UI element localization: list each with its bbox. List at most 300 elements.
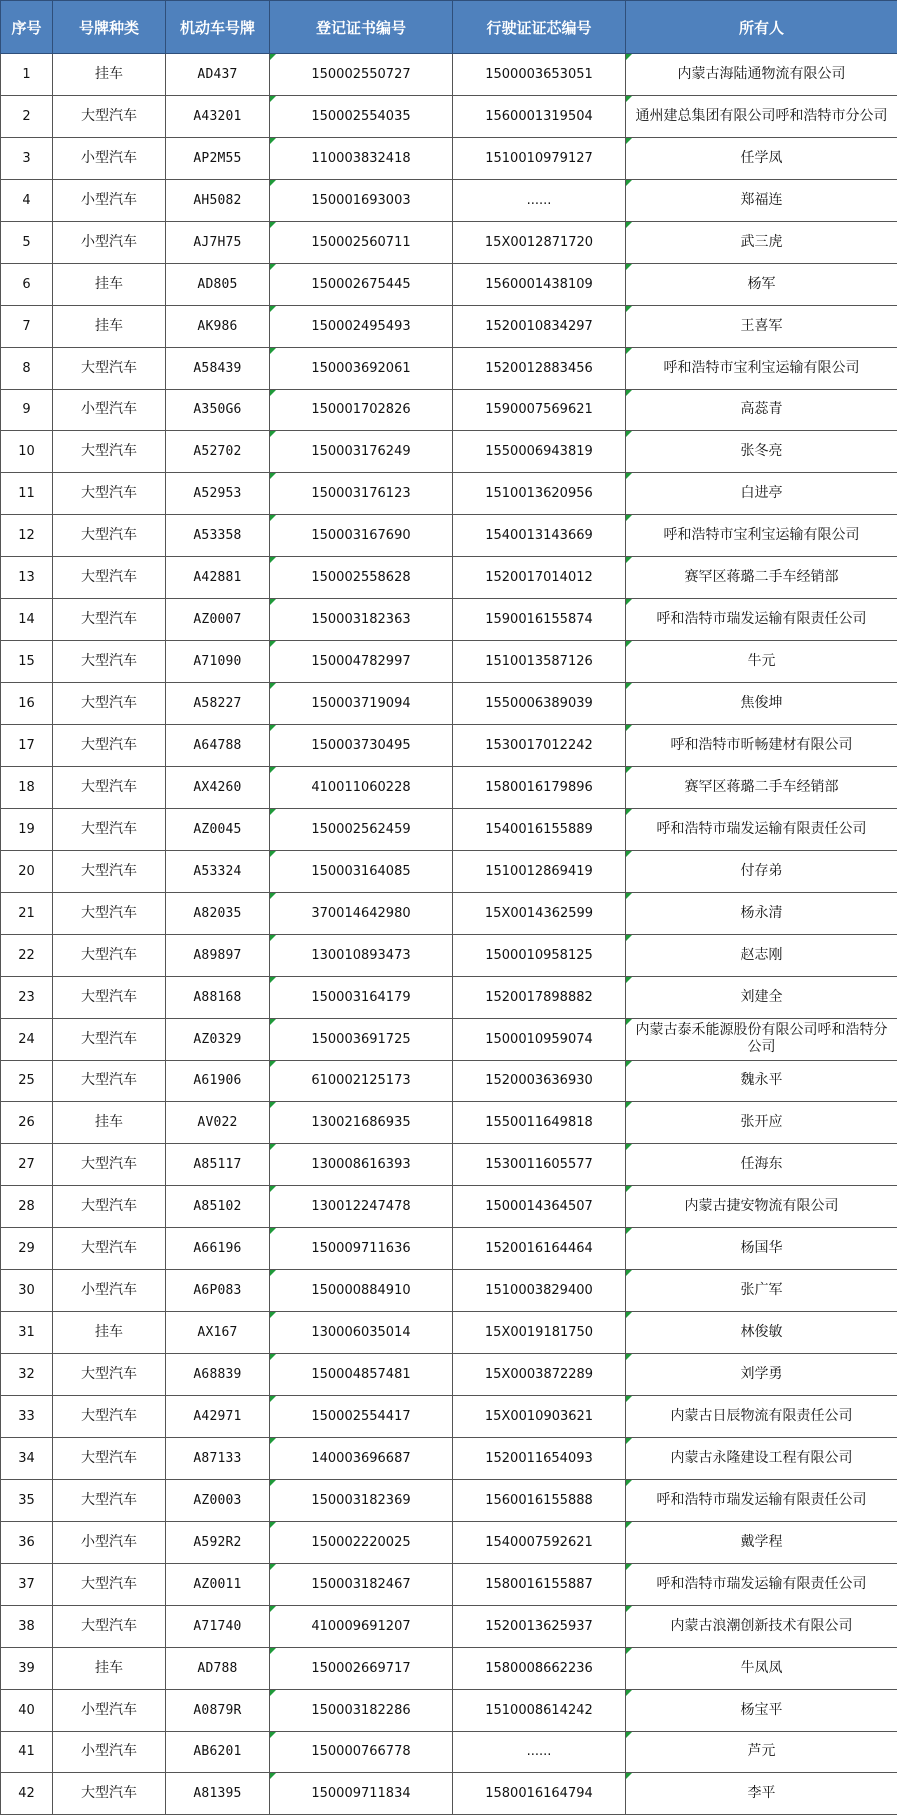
table-row [1, 1689, 897, 1731]
cell-plate-type: 大型汽车 [53, 1228, 166, 1270]
cell-plate-number: A53324 [166, 850, 270, 892]
cell-registration-number: 150003182369 [270, 1479, 453, 1521]
cell-owner: 呼和浩特市瑞发运输有限责任公司 [626, 808, 897, 850]
cell-plate-type: 小型汽车 [53, 221, 166, 263]
table-row [1, 473, 897, 515]
cell-registration-number: 150003730495 [270, 725, 453, 767]
cell-license-core-number: 1550006389039 [453, 683, 626, 725]
cell-owner: 任海东 [626, 1144, 897, 1186]
cell-plate-type: 小型汽车 [53, 1521, 166, 1563]
cell-plate-number: A592R2 [166, 1521, 270, 1563]
cell-plate-number: A58439 [166, 347, 270, 389]
table-row [1, 1060, 897, 1102]
cell-plate-number: A85117 [166, 1144, 270, 1186]
cell-index: 32 [1, 1354, 53, 1396]
cell-plate-number: A68839 [166, 1354, 270, 1396]
table-body [1, 54, 897, 1815]
cell-license-core-number: 1510013587126 [453, 641, 626, 683]
cell-plate-number: AV022 [166, 1102, 270, 1144]
cell-plate-number: AZ0011 [166, 1563, 270, 1605]
cell-plate-type: 大型汽车 [53, 557, 166, 599]
cell-plate-number: AZ0045 [166, 808, 270, 850]
cell-license-core-number: 15X0014362599 [453, 892, 626, 934]
cell-owner: 赵志刚 [626, 934, 897, 976]
table-row [1, 1647, 897, 1689]
cell-plate-type: 大型汽车 [53, 766, 166, 808]
table-row [1, 1563, 897, 1605]
cell-registration-number: 150001702826 [270, 389, 453, 431]
cell-plate-type: 大型汽车 [53, 1354, 166, 1396]
cell-owner: 郑福连 [626, 179, 897, 221]
cell-owner: 牛元 [626, 641, 897, 683]
cell-owner: 林俊敏 [626, 1312, 897, 1354]
cell-registration-number: 150002675445 [270, 263, 453, 305]
table-row [1, 305, 897, 347]
header-registration-number: 登记证书编号 [270, 1, 453, 54]
cell-license-core-number: 1510008614242 [453, 1689, 626, 1731]
cell-license-core-number: 1520017898882 [453, 976, 626, 1018]
cell-plate-type: 挂车 [53, 263, 166, 305]
cell-owner: 任学凤 [626, 137, 897, 179]
header-license-core-number: 行驶证证芯编号 [453, 1, 626, 54]
cell-plate-number: A71740 [166, 1605, 270, 1647]
cell-license-core-number: 1510003829400 [453, 1270, 626, 1312]
cell-plate-number: A89897 [166, 934, 270, 976]
cell-plate-number: AP2M55 [166, 137, 270, 179]
cell-plate-type: 大型汽车 [53, 1018, 166, 1060]
cell-registration-number: 150002220025 [270, 1521, 453, 1563]
cell-license-core-number: 1530011605577 [453, 1144, 626, 1186]
cell-license-core-number: 1580016179896 [453, 766, 626, 808]
cell-plate-type: 大型汽车 [53, 473, 166, 515]
cell-license-core-number: 1560001319504 [453, 95, 626, 137]
cell-registration-number: 130006035014 [270, 1312, 453, 1354]
cell-registration-number: 130010893473 [270, 934, 453, 976]
table-row [1, 54, 897, 96]
cell-index: 10 [1, 431, 53, 473]
cell-index: 14 [1, 599, 53, 641]
cell-owner: 赛罕区蒋璐二手车经销部 [626, 557, 897, 599]
table-row [1, 1270, 897, 1312]
header-plate-type: 号牌种类 [53, 1, 166, 54]
cell-plate-type: 大型汽车 [53, 1144, 166, 1186]
cell-index: 2 [1, 95, 53, 137]
table-row [1, 892, 897, 934]
cell-plate-number: AZ0329 [166, 1018, 270, 1060]
table-row [1, 221, 897, 263]
cell-plate-type: 小型汽车 [53, 1731, 166, 1773]
cell-owner: 李平 [626, 1773, 897, 1815]
cell-plate-number: A71090 [166, 641, 270, 683]
cell-index: 18 [1, 766, 53, 808]
cell-plate-type: 大型汽车 [53, 515, 166, 557]
cell-registration-number: 150009711636 [270, 1228, 453, 1270]
cell-license-core-number: 1510010979127 [453, 137, 626, 179]
table-row [1, 179, 897, 221]
cell-registration-number: 150009711834 [270, 1773, 453, 1815]
cell-registration-number: 150002554035 [270, 95, 453, 137]
cell-license-core-number: 1580016155887 [453, 1563, 626, 1605]
cell-registration-number: 130012247478 [270, 1186, 453, 1228]
table-row [1, 808, 897, 850]
cell-plate-number: A52953 [166, 473, 270, 515]
cell-index: 37 [1, 1563, 53, 1605]
cell-index: 33 [1, 1396, 53, 1438]
cell-owner: 付存弟 [626, 850, 897, 892]
cell-owner: 呼和浩特市昕畅建材有限公司 [626, 725, 897, 767]
cell-owner: 呼和浩特市瑞发运输有限责任公司 [626, 1479, 897, 1521]
cell-plate-number: A42971 [166, 1396, 270, 1438]
cell-index: 4 [1, 179, 53, 221]
cell-plate-number: A81395 [166, 1773, 270, 1815]
cell-registration-number: 150003176123 [270, 473, 453, 515]
cell-license-core-number: 1540007592621 [453, 1521, 626, 1563]
cell-license-core-number: 1520003636930 [453, 1060, 626, 1102]
cell-registration-number: 150004857481 [270, 1354, 453, 1396]
cell-index: 36 [1, 1521, 53, 1563]
cell-index: 12 [1, 515, 53, 557]
cell-plate-number: A61906 [166, 1060, 270, 1102]
cell-owner: 内蒙古捷安物流有限公司 [626, 1186, 897, 1228]
cell-plate-number: AB6201 [166, 1731, 270, 1773]
table-row [1, 1396, 897, 1438]
cell-index: 20 [1, 850, 53, 892]
cell-registration-number: 130008616393 [270, 1144, 453, 1186]
cell-plate-type: 大型汽车 [53, 808, 166, 850]
cell-owner: 赛罕区蒋璐二手车经销部 [626, 766, 897, 808]
cell-registration-number: 150002558628 [270, 557, 453, 599]
cell-registration-number: 150003164179 [270, 976, 453, 1018]
cell-plate-type: 小型汽车 [53, 1689, 166, 1731]
cell-license-core-number: 1590007569621 [453, 389, 626, 431]
cell-license-core-number: 1520016164464 [453, 1228, 626, 1270]
cell-plate-type: 大型汽车 [53, 95, 166, 137]
header-row [1, 1, 897, 54]
table-row [1, 1479, 897, 1521]
table-row [1, 95, 897, 137]
cell-registration-number: 140003696687 [270, 1437, 453, 1479]
cell-index: 40 [1, 1689, 53, 1731]
cell-registration-number: 410011060228 [270, 766, 453, 808]
cell-index: 3 [1, 137, 53, 179]
cell-license-core-number: 15X0010903621 [453, 1396, 626, 1438]
cell-plate-type: 挂车 [53, 1312, 166, 1354]
table-row [1, 1605, 897, 1647]
cell-owner: 张冬亮 [626, 431, 897, 473]
cell-plate-type: 挂车 [53, 1102, 166, 1144]
cell-owner: 刘建全 [626, 976, 897, 1018]
cell-owner: 内蒙古海陆通物流有限公司 [626, 54, 897, 96]
cell-plate-number: A88168 [166, 976, 270, 1018]
cell-index: 42 [1, 1773, 53, 1815]
header-plate-number: 机动车号牌 [166, 1, 270, 54]
table-row [1, 1731, 897, 1773]
cell-license-core-number: 1580008662236 [453, 1647, 626, 1689]
table-row [1, 1144, 897, 1186]
cell-plate-number: A52702 [166, 431, 270, 473]
cell-plate-number: AH5082 [166, 179, 270, 221]
table-row [1, 766, 897, 808]
cell-plate-type: 大型汽车 [53, 683, 166, 725]
cell-plate-number: AX4260 [166, 766, 270, 808]
cell-license-core-number: 1590016155874 [453, 599, 626, 641]
cell-plate-number: AK986 [166, 305, 270, 347]
cell-index: 21 [1, 892, 53, 934]
cell-owner: 高蕊青 [626, 389, 897, 431]
cell-index: 27 [1, 1144, 53, 1186]
cell-plate-type: 挂车 [53, 1647, 166, 1689]
cell-plate-number: A42881 [166, 557, 270, 599]
cell-plate-type: 大型汽车 [53, 599, 166, 641]
cell-plate-type: 大型汽车 [53, 1396, 166, 1438]
cell-license-core-number: 1500010958125 [453, 934, 626, 976]
cell-plate-type: 大型汽车 [53, 976, 166, 1018]
cell-license-core-number: 15X0003872289 [453, 1354, 626, 1396]
cell-owner: 刘学勇 [626, 1354, 897, 1396]
table-row [1, 725, 897, 767]
cell-registration-number: 610002125173 [270, 1060, 453, 1102]
cell-registration-number: 150003182467 [270, 1563, 453, 1605]
table-row [1, 683, 897, 725]
cell-license-core-number: 1520017014012 [453, 557, 626, 599]
cell-license-core-number: 15X0012871720 [453, 221, 626, 263]
cell-plate-number: A350G6 [166, 389, 270, 431]
cell-registration-number: 150003182286 [270, 1689, 453, 1731]
table-row [1, 515, 897, 557]
cell-plate-type: 大型汽车 [53, 1186, 166, 1228]
cell-owner: 张开应 [626, 1102, 897, 1144]
cell-index: 5 [1, 221, 53, 263]
cell-registration-number: 150003692061 [270, 347, 453, 389]
cell-plate-number: AD437 [166, 54, 270, 96]
cell-plate-number: AZ0003 [166, 1479, 270, 1521]
table-row [1, 1228, 897, 1270]
cell-index: 15 [1, 641, 53, 683]
cell-license-core-number: 1540016155889 [453, 808, 626, 850]
cell-license-core-number: 15X0019181750 [453, 1312, 626, 1354]
table-row [1, 599, 897, 641]
cell-index: 7 [1, 305, 53, 347]
cell-plate-number: AD805 [166, 263, 270, 305]
cell-plate-number: A6P083 [166, 1270, 270, 1312]
cell-license-core-number: 1530017012242 [453, 725, 626, 767]
cell-license-core-number: 1500003653051 [453, 54, 626, 96]
table-row [1, 1521, 897, 1563]
cell-registration-number: 150003182363 [270, 599, 453, 641]
cell-owner: 内蒙古浪潮创新技术有限公司 [626, 1605, 897, 1647]
table-row [1, 431, 897, 473]
cell-index: 23 [1, 976, 53, 1018]
cell-index: 17 [1, 725, 53, 767]
cell-owner: 芦元 [626, 1731, 897, 1773]
cell-license-core-number: ...... [453, 1731, 626, 1773]
cell-index: 41 [1, 1731, 53, 1773]
cell-plate-number: A43201 [166, 95, 270, 137]
cell-owner: 内蒙古泰禾能源股份有限公司呼和浩特分公司 [626, 1018, 897, 1060]
cell-plate-number: A82035 [166, 892, 270, 934]
cell-index: 39 [1, 1647, 53, 1689]
cell-registration-number: 110003832418 [270, 137, 453, 179]
cell-plate-number: A0879R [166, 1689, 270, 1731]
cell-license-core-number: 1580016164794 [453, 1773, 626, 1815]
cell-plate-type: 挂车 [53, 305, 166, 347]
cell-owner: 牛凤凤 [626, 1647, 897, 1689]
cell-owner: 张广军 [626, 1270, 897, 1312]
cell-owner: 内蒙古日辰物流有限责任公司 [626, 1396, 897, 1438]
cell-registration-number: 370014642980 [270, 892, 453, 934]
cell-owner: 呼和浩特市瑞发运输有限责任公司 [626, 599, 897, 641]
cell-plate-number: A53358 [166, 515, 270, 557]
cell-owner: 王喜军 [626, 305, 897, 347]
table-row [1, 1773, 897, 1815]
cell-license-core-number: 1510012869419 [453, 850, 626, 892]
table-row [1, 1102, 897, 1144]
cell-index: 29 [1, 1228, 53, 1270]
cell-license-core-number: 1560001438109 [453, 263, 626, 305]
cell-owner: 呼和浩特市瑞发运输有限责任公司 [626, 1563, 897, 1605]
cell-license-core-number: ...... [453, 179, 626, 221]
cell-license-core-number: 1550006943819 [453, 431, 626, 473]
table-row [1, 557, 897, 599]
cell-registration-number: 130021686935 [270, 1102, 453, 1144]
cell-license-core-number: 1560016155888 [453, 1479, 626, 1521]
cell-registration-number: 150003164085 [270, 850, 453, 892]
cell-owner: 武三虎 [626, 221, 897, 263]
cell-owner: 杨永清 [626, 892, 897, 934]
cell-owner: 魏永平 [626, 1060, 897, 1102]
cell-registration-number: 150002554417 [270, 1396, 453, 1438]
cell-owner: 杨军 [626, 263, 897, 305]
cell-registration-number: 150002562459 [270, 808, 453, 850]
cell-owner: 杨宝平 [626, 1689, 897, 1731]
cell-plate-number: AD788 [166, 1647, 270, 1689]
table-row [1, 389, 897, 431]
cell-plate-type: 小型汽车 [53, 179, 166, 221]
cell-license-core-number: 1540013143669 [453, 515, 626, 557]
cell-registration-number: 150001693003 [270, 179, 453, 221]
cell-plate-type: 大型汽车 [53, 892, 166, 934]
cell-license-core-number: 1510013620956 [453, 473, 626, 515]
cell-plate-number: A64788 [166, 725, 270, 767]
cell-registration-number: 150002669717 [270, 1647, 453, 1689]
cell-plate-type: 大型汽车 [53, 1060, 166, 1102]
cell-index: 35 [1, 1479, 53, 1521]
cell-plate-type: 小型汽车 [53, 389, 166, 431]
cell-plate-type: 大型汽车 [53, 347, 166, 389]
cell-license-core-number: 1520010834297 [453, 305, 626, 347]
cell-plate-number: A58227 [166, 683, 270, 725]
cell-index: 22 [1, 934, 53, 976]
cell-index: 16 [1, 683, 53, 725]
table-row [1, 1312, 897, 1354]
table-row [1, 1437, 897, 1479]
cell-registration-number: 150002550727 [270, 54, 453, 96]
cell-index: 30 [1, 1270, 53, 1312]
cell-license-core-number: 1550011649818 [453, 1102, 626, 1144]
cell-registration-number: 410009691207 [270, 1605, 453, 1647]
cell-plate-type: 大型汽车 [53, 1437, 166, 1479]
cell-registration-number: 150002560711 [270, 221, 453, 263]
cell-index: 8 [1, 347, 53, 389]
cell-plate-type: 小型汽车 [53, 1270, 166, 1312]
cell-license-core-number: 1520011654093 [453, 1437, 626, 1479]
cell-plate-type: 大型汽车 [53, 431, 166, 473]
cell-index: 34 [1, 1437, 53, 1479]
cell-owner: 焦俊坤 [626, 683, 897, 725]
cell-plate-type: 大型汽车 [53, 1773, 166, 1815]
cell-plate-number: AJ7H75 [166, 221, 270, 263]
cell-license-core-number: 1500014364507 [453, 1186, 626, 1228]
table-row [1, 1354, 897, 1396]
cell-index: 25 [1, 1060, 53, 1102]
cell-registration-number: 150003176249 [270, 431, 453, 473]
cell-registration-number: 150000884910 [270, 1270, 453, 1312]
cell-plate-number: A87133 [166, 1437, 270, 1479]
cell-plate-type: 大型汽车 [53, 934, 166, 976]
cell-registration-number: 150002495493 [270, 305, 453, 347]
table-row [1, 137, 897, 179]
cell-license-core-number: 1500010959074 [453, 1018, 626, 1060]
table-row [1, 976, 897, 1018]
table-row [1, 347, 897, 389]
cell-plate-number: AX167 [166, 1312, 270, 1354]
cell-index: 24 [1, 1018, 53, 1060]
table-row [1, 263, 897, 305]
cell-index: 19 [1, 808, 53, 850]
cell-registration-number: 150004782997 [270, 641, 453, 683]
cell-plate-type: 大型汽车 [53, 1605, 166, 1647]
cell-registration-number: 150000766778 [270, 1731, 453, 1773]
cell-plate-type: 小型汽车 [53, 137, 166, 179]
cell-index: 31 [1, 1312, 53, 1354]
table-row [1, 934, 897, 976]
cell-owner: 白进亭 [626, 473, 897, 515]
cell-plate-type: 大型汽车 [53, 641, 166, 683]
cell-license-core-number: 1520013625937 [453, 1605, 626, 1647]
cell-plate-number: A66196 [166, 1228, 270, 1270]
cell-index: 26 [1, 1102, 53, 1144]
cell-plate-type: 大型汽车 [53, 1563, 166, 1605]
cell-index: 38 [1, 1605, 53, 1647]
cell-owner: 通州建总集团有限公司呼和浩特市分公司 [626, 95, 897, 137]
header-index: 序号 [1, 1, 53, 54]
table-row [1, 1018, 897, 1060]
cell-plate-type: 大型汽车 [53, 1479, 166, 1521]
cell-owner: 杨国华 [626, 1228, 897, 1270]
cell-owner: 呼和浩特市宝利宝运输有限公司 [626, 515, 897, 557]
cell-owner: 戴学程 [626, 1521, 897, 1563]
table-row [1, 1186, 897, 1228]
cell-plate-type: 挂车 [53, 54, 166, 96]
cell-registration-number: 150003719094 [270, 683, 453, 725]
cell-index: 13 [1, 557, 53, 599]
cell-index: 9 [1, 389, 53, 431]
cell-index: 28 [1, 1186, 53, 1228]
cell-plate-type: 大型汽车 [53, 850, 166, 892]
table-row [1, 641, 897, 683]
cell-owner: 呼和浩特市宝利宝运输有限公司 [626, 347, 897, 389]
header-owner: 所有人 [626, 1, 897, 54]
cell-license-core-number: 1520012883456 [453, 347, 626, 389]
cell-plate-number: A85102 [166, 1186, 270, 1228]
cell-index: 1 [1, 54, 53, 96]
cell-plate-type: 大型汽车 [53, 725, 166, 767]
cell-index: 11 [1, 473, 53, 515]
cell-index: 6 [1, 263, 53, 305]
cell-plate-number: AZ0007 [166, 599, 270, 641]
cell-registration-number: 150003167690 [270, 515, 453, 557]
table-row [1, 850, 897, 892]
